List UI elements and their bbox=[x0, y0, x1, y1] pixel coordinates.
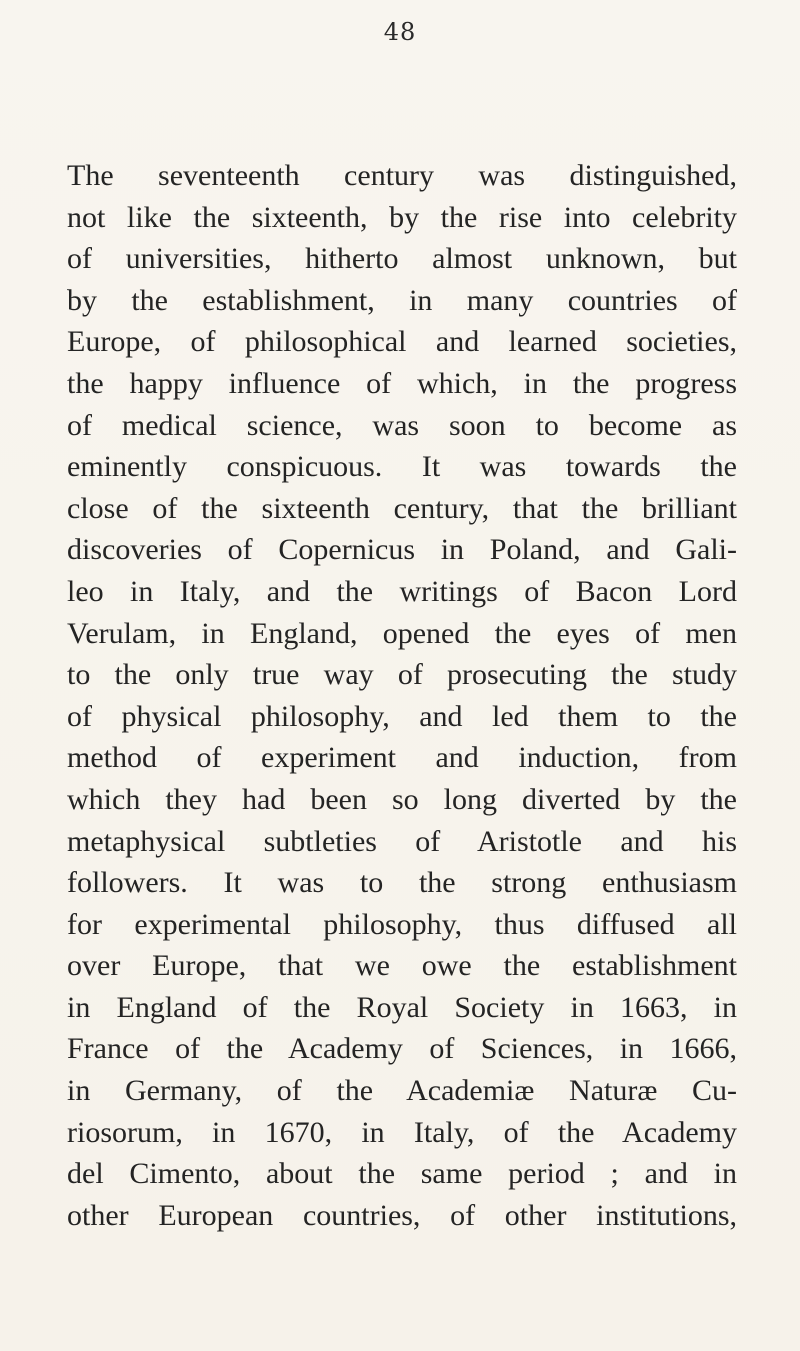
text-line: The seventeenth century was distinguished, bbox=[67, 159, 737, 192]
text-line: method of experiment and induction, from bbox=[67, 741, 737, 775]
text-line: leo in Italy, and the writings of Bacon Lord bbox=[67, 574, 737, 608]
text-line: to the only true way of prosecuting the study bbox=[67, 658, 737, 692]
page-number: 48 bbox=[383, 18, 417, 46]
text-line: del Cimento, about the same period ; and in bbox=[67, 1157, 737, 1191]
text-line: metaphysical subtleties of Aristotle and his bbox=[67, 824, 737, 858]
body-text bbox=[67, 155, 737, 1236]
text-line: followers. It was to the strong enthusiasm bbox=[67, 866, 737, 900]
text-line: riosorum, in 1670, in Italy, of the Academy bbox=[67, 1115, 737, 1149]
text-line: of universities, hitherto almost unknown, but bbox=[67, 242, 737, 276]
text-line: discoveries of Copernicus in Poland, and Gali- bbox=[67, 533, 737, 567]
text-line: by the establishment, in many countries of bbox=[67, 283, 737, 317]
text-line: for experimental philosophy, thus diffused all bbox=[67, 907, 737, 941]
text-line: of medical science, was soon to become as bbox=[67, 408, 737, 442]
text-line: the happy influence of which, in the progress bbox=[67, 366, 737, 400]
text-line: not like the sixteenth, by the rise into celebrity bbox=[67, 200, 737, 234]
text-line: which they had been so long diverted by the bbox=[67, 782, 737, 816]
text-line: over Europe, that we owe the establishment bbox=[67, 949, 737, 983]
text-line: close of the sixteenth century, that the brilliant bbox=[67, 491, 737, 525]
text-line: Verulam, in England, opened the eyes of men bbox=[67, 616, 737, 650]
text-line: other European countries, of other institutions, bbox=[67, 1198, 737, 1232]
text-line: Europe, of philosophical and learned societies, bbox=[67, 325, 737, 359]
text-line: in Germany, of the Academiæ Naturæ Cu- bbox=[67, 1074, 737, 1108]
text-line: France of the Academy of Sciences, in 1666, bbox=[67, 1032, 737, 1066]
text-line: of physical philosophy, and led them to the bbox=[67, 699, 737, 733]
text-line: in England of the Royal Society in 1663, in bbox=[67, 990, 737, 1024]
text-line: eminently conspicuous. It was towards the bbox=[67, 450, 737, 484]
